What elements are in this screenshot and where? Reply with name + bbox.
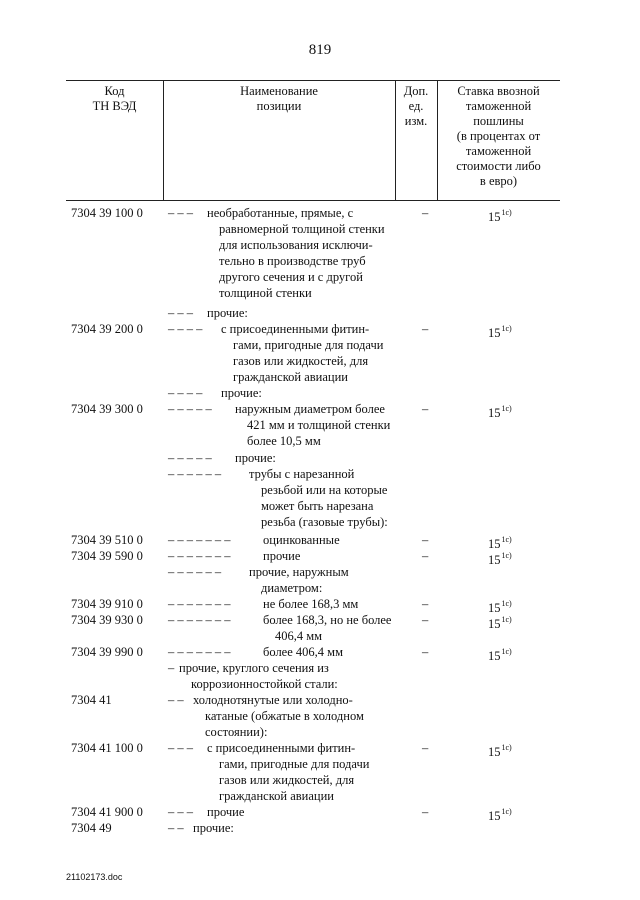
hierarchy-dashes: – – – – – – – (168, 597, 231, 611)
table-row (0, 401, 640, 449)
hierarchy-dashes: – – – – – – – (168, 533, 231, 547)
duty-rate-footnote: 1с) (501, 551, 512, 560)
header-unit-line: Доп. (403, 84, 429, 98)
table-row (0, 820, 640, 836)
header-name-line: Наименование (240, 84, 318, 98)
header-rate-line: пошлины (473, 114, 524, 128)
table-row (0, 740, 640, 804)
hierarchy-dashes: – – – – – – – (168, 645, 231, 659)
position-name-line: тельно в производстве труб (219, 254, 366, 268)
header-rate-line: таможенной (465, 144, 532, 158)
position-name-line: с присоединенными фитин- (207, 741, 356, 755)
duty-rate-value: 15 (488, 210, 501, 224)
additional-unit: – (422, 805, 429, 819)
duty-rate-footnote: 1с) (501, 807, 512, 816)
header-unit (395, 84, 437, 129)
tn-ved-code: 7304 39 990 0 (71, 645, 143, 659)
header-code (66, 84, 163, 114)
header-rate-line: таможенной (465, 99, 532, 113)
position-name-line: газов или жидкостей, для (233, 354, 369, 368)
duty-rate-value: 15 (488, 406, 501, 420)
tn-ved-code: 7304 39 300 0 (71, 402, 143, 416)
header-name-line: позиции (256, 99, 302, 113)
table-row (0, 205, 640, 301)
duty-rate-footnote: 1с) (501, 324, 512, 333)
position-name-line: диаметром: (261, 581, 323, 595)
table-row (0, 466, 640, 530)
duty-rate-footnote: 1с) (501, 535, 512, 544)
hierarchy-dashes: – – (168, 821, 184, 835)
duty-rate (488, 820, 489, 840)
header-unit-line: ед. (408, 99, 424, 113)
position-name-line: более 10,5 мм (247, 434, 321, 448)
additional-unit: – (422, 549, 429, 563)
position-name-line: резьбой или на которые (261, 483, 388, 497)
hierarchy-dashes: – – – (168, 206, 193, 220)
duty-rate-value: 15 (488, 326, 501, 340)
duty-rate (488, 321, 512, 341)
hierarchy-dashes: – – – – – – – (168, 613, 231, 627)
header-rate-line: Ставка ввозной (457, 84, 540, 98)
position-name-line: прочие (207, 805, 245, 819)
additional-unit: – (422, 206, 429, 220)
page-number: 819 (308, 42, 332, 58)
duty-rate (488, 401, 512, 421)
position-name-line: может быть нарезана (261, 499, 374, 513)
header-unit-line: изм. (404, 114, 428, 128)
position-name-line: катаные (обжатые в холодном (205, 709, 364, 723)
duty-rate-footnote: 1с) (501, 647, 512, 656)
position-name-line: толщиной стенки (219, 286, 312, 300)
header-rate-line: стоимости либо (456, 159, 541, 173)
duty-rate (488, 205, 512, 225)
tn-ved-code: 7304 39 200 0 (71, 322, 143, 336)
position-name-line: холоднотянутые или холодно- (193, 693, 353, 707)
duty-rate-footnote: 1с) (501, 615, 512, 624)
duty-rate-value: 15 (488, 553, 501, 567)
header-rate-line: (в процентах от (456, 129, 541, 143)
position-name-line: состоянии): (205, 725, 268, 739)
duty-rate (488, 692, 489, 712)
position-name-line: прочие: (207, 306, 248, 320)
tn-ved-code: 7304 41 900 0 (71, 805, 143, 819)
additional-unit: – (422, 402, 429, 416)
hierarchy-dashes: – – – – (168, 322, 203, 336)
hierarchy-dashes: – – – (168, 306, 193, 320)
position-name-line: 421 мм и толщиной стенки (247, 418, 391, 432)
table-row (0, 596, 640, 615)
hierarchy-dashes: – – – – – (168, 402, 212, 416)
table-row (0, 450, 640, 466)
position-name-line: прочие (263, 549, 301, 563)
tn-ved-code: 7304 41 100 0 (71, 741, 143, 755)
header-rate-line: в евро) (479, 174, 518, 188)
table-row (0, 660, 640, 692)
duty-rate-footnote: 1с) (501, 743, 512, 752)
header-code-line: ТН ВЭД (92, 99, 137, 113)
position-name-line: гражданской авиации (233, 370, 348, 384)
tn-ved-code: 7304 39 100 0 (71, 206, 143, 220)
table-row (0, 305, 640, 321)
position-name-line: коррозионностойкой стали: (191, 677, 338, 691)
position-name-line: более 406,4 мм (263, 645, 343, 659)
tn-ved-code: 7304 49 (71, 821, 112, 835)
duty-rate (488, 740, 512, 760)
header-name (163, 84, 395, 114)
additional-unit: – (422, 533, 429, 547)
position-name-line: другого сечения и с другой (219, 270, 363, 284)
position-name-line: не более 168,3 мм (263, 597, 359, 611)
table-row (0, 564, 640, 596)
header-bottom-rule (66, 200, 560, 201)
position-name-line: с присоединенными фитин- (221, 322, 370, 336)
hierarchy-dashes: – – – – (168, 386, 203, 400)
additional-unit: – (422, 645, 429, 659)
table-row (0, 644, 640, 663)
duty-rate-value: 15 (488, 617, 501, 631)
hierarchy-dashes: – – – – – – (168, 565, 222, 579)
tn-ved-code: 7304 41 (71, 693, 112, 707)
position-name-line: для использования исключи- (219, 238, 373, 252)
position-name-line: трубы с нарезанной (249, 467, 355, 481)
hierarchy-dashes: – – – (168, 805, 193, 819)
position-name-line: оцинкованные (263, 533, 340, 547)
header-rate (437, 84, 560, 189)
duty-rate-value: 15 (488, 537, 501, 551)
duty-rate-value: 15 (488, 809, 501, 823)
additional-unit: – (422, 613, 429, 627)
position-name-line: прочие: (221, 386, 262, 400)
tn-ved-code: 7304 39 510 0 (71, 533, 143, 547)
position-name-line: 406,4 мм (275, 629, 323, 643)
additional-unit: – (422, 322, 429, 336)
header-code-line: Код (104, 84, 125, 98)
duty-rate-footnote: 1с) (501, 208, 512, 217)
table-row (0, 321, 640, 385)
duty-rate (488, 564, 489, 584)
tn-ved-code: 7304 39 590 0 (71, 549, 143, 563)
position-name-line: прочие: (235, 451, 276, 465)
duty-rate-value: 15 (488, 649, 501, 663)
duty-rate (488, 612, 512, 632)
position-name-line: гражданской авиации (219, 789, 334, 803)
hierarchy-dashes: – – – (168, 741, 193, 755)
position-name-line: гами, пригодные для подачи (219, 757, 370, 771)
hierarchy-dashes: – – (168, 693, 184, 707)
tn-ved-code: 7304 39 910 0 (71, 597, 143, 611)
position-name-line: прочие: (193, 821, 234, 835)
duty-rate-footnote: 1с) (501, 404, 512, 413)
footer-filename: 21102173.doc (66, 872, 123, 882)
duty-rate (488, 466, 489, 486)
table-row (0, 532, 640, 551)
hierarchy-dashes: – – – – – (168, 451, 212, 465)
hierarchy-dashes: – – – – – – – (168, 549, 231, 563)
additional-unit: – (422, 741, 429, 755)
duty-rate-footnote: 1с) (501, 599, 512, 608)
position-name-line: более 168,3, но не более (263, 613, 392, 627)
position-name-line: прочие, круглого сечения из (179, 661, 329, 675)
tn-ved-code: 7304 39 930 0 (71, 613, 143, 627)
position-name-line: необработанные, прямые, с (207, 206, 354, 220)
table-row (0, 612, 640, 644)
hierarchy-dashes: – – – – – – (168, 467, 222, 481)
duty-rate-value: 15 (488, 601, 501, 615)
position-name-line: наружным диаметром более (235, 402, 385, 416)
position-name-line: прочие, наружным (249, 565, 349, 579)
header-top-rule (66, 80, 560, 81)
table-row (0, 692, 640, 740)
table-row (0, 385, 640, 401)
position-name-line: газов или жидкостей, для (219, 773, 355, 787)
hierarchy-dashes: – (168, 661, 175, 675)
position-name-line: равномерной толщиной стенки (219, 222, 385, 236)
table-row (0, 548, 640, 567)
position-name-line: резьба (газовые трубы): (261, 515, 388, 529)
duty-rate (488, 660, 489, 680)
table-row (0, 804, 640, 823)
additional-unit: – (422, 597, 429, 611)
position-name-line: гами, пригодные для подачи (233, 338, 384, 352)
duty-rate-value: 15 (488, 745, 501, 759)
